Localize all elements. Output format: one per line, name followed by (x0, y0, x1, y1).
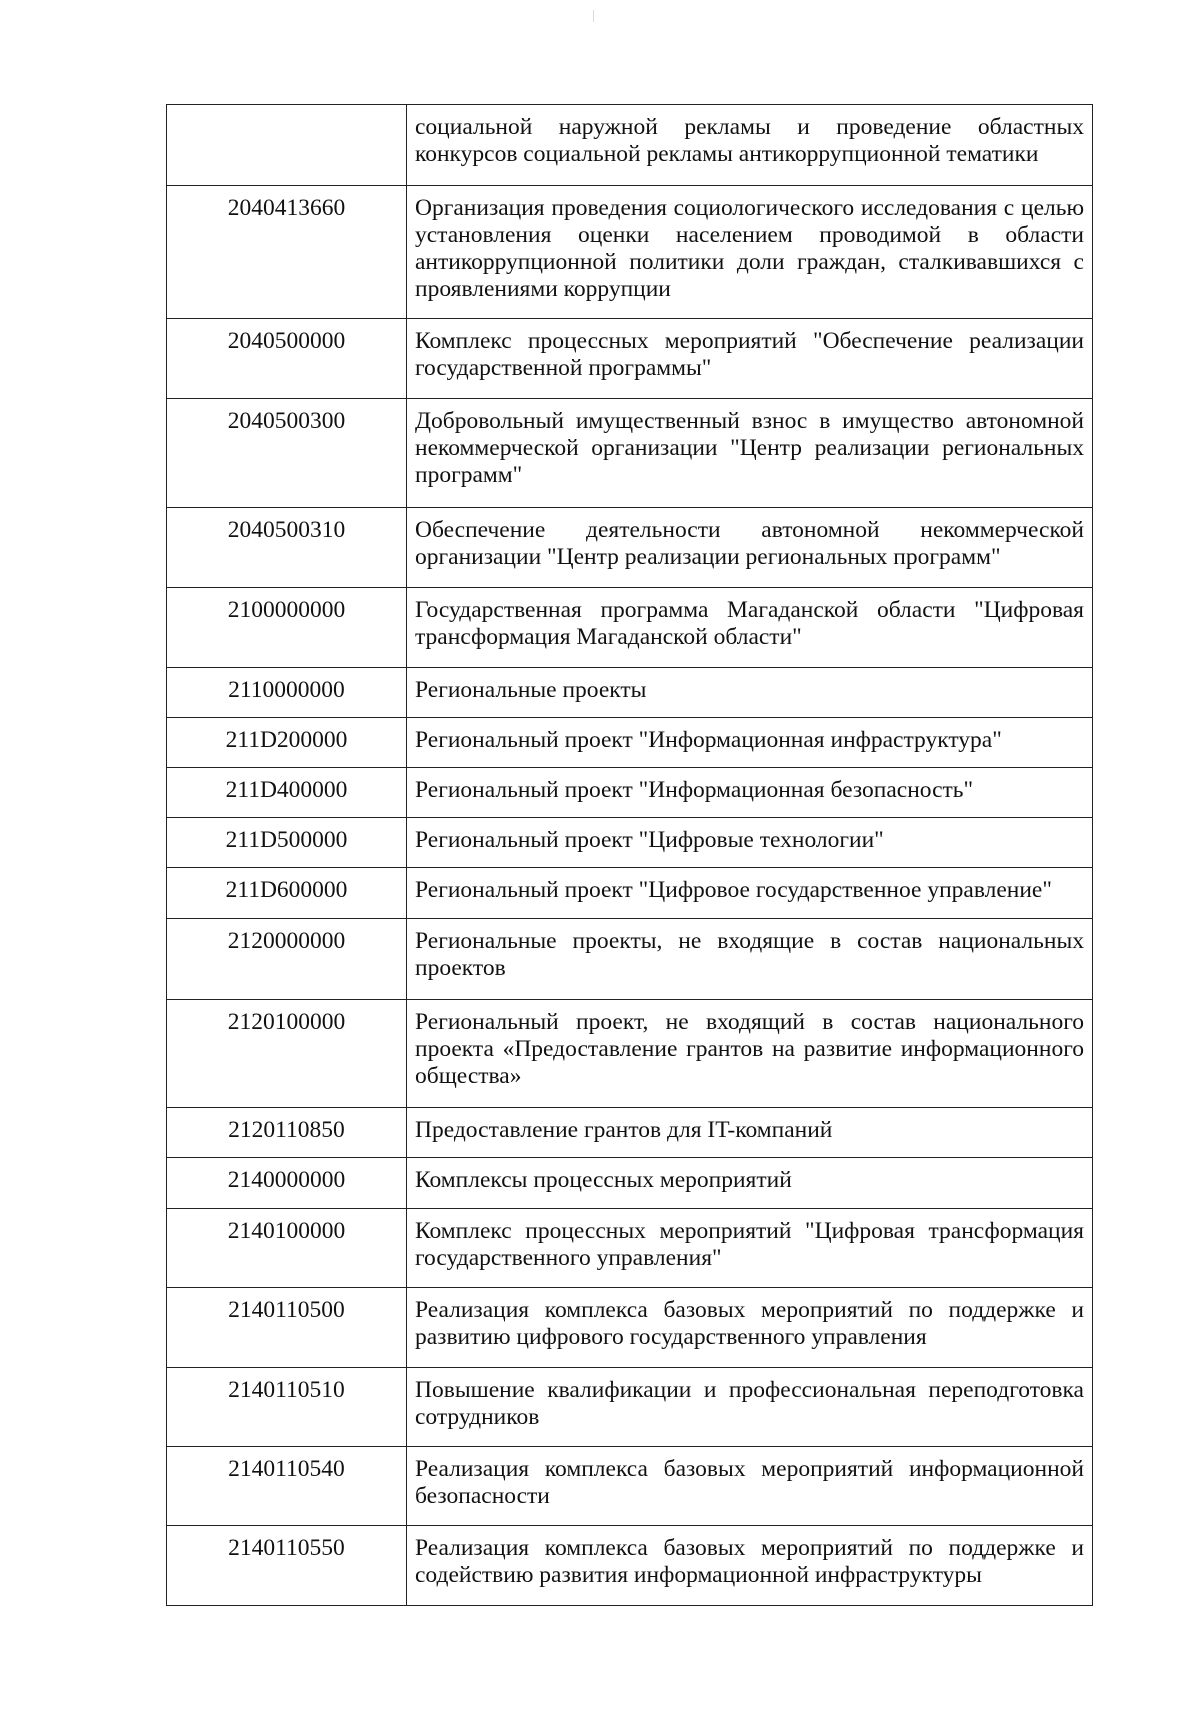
row-description: Повышение квалификации и профессиональная переподготовка сотрудников (407, 1368, 1093, 1447)
row-code: 2040413660 (167, 186, 407, 319)
row-description: Региональный проект, не входящий в состав национального проекта «Предоставление грантов на развитие информационного общества» (407, 1000, 1093, 1108)
row-description: Предоставление грантов для IT-компаний (407, 1108, 1093, 1158)
row-description: Региональный проект "Информационная безопасность" (407, 768, 1093, 818)
row-code: 2140110500 (167, 1288, 407, 1368)
row-description: Региональные проекты, не входящие в состав национальных проектов (407, 919, 1093, 1000)
row-description: Региональный проект "Цифровые технологии" (407, 818, 1093, 868)
row-code: 2040500000 (167, 319, 407, 399)
row-description: Обеспечение деятельности автономной некоммерческой организации "Центр реализации региональных программ" (407, 508, 1093, 588)
table-row (167, 1447, 1093, 1526)
table-row (167, 818, 1093, 868)
row-description: Комплекс процессных мероприятий "Цифровая трансформация государственного управления" (407, 1209, 1093, 1288)
table-row (167, 186, 1093, 319)
table-row (167, 508, 1093, 588)
table-row (167, 668, 1093, 718)
row-description: Государственная программа Магаданской области "Цифровая трансформация Магаданской области" (407, 588, 1093, 668)
row-code: 2110000000 (167, 668, 407, 718)
table-row (167, 1209, 1093, 1288)
scan-mark (593, 10, 594, 22)
row-description: Комплексы процессных мероприятий (407, 1158, 1093, 1209)
table-row (167, 399, 1093, 508)
row-code: 2120100000 (167, 1000, 407, 1108)
row-code: 211D200000 (167, 718, 407, 768)
table-row (167, 868, 1093, 919)
table-row (167, 588, 1093, 668)
table-row (167, 105, 1093, 186)
row-code: 2140110550 (167, 1526, 407, 1606)
row-code: 2140100000 (167, 1209, 407, 1288)
row-code: 2120000000 (167, 919, 407, 1000)
table-row (167, 1526, 1093, 1606)
row-description: Региональный проект "Информационная инфраструктура" (407, 718, 1093, 768)
row-description: Реализация комплекса базовых мероприятий по поддержке и содействию развития информационной инфраструктуры (407, 1526, 1093, 1606)
row-code (167, 105, 407, 186)
row-description: Реализация комплекса базовых мероприятий по поддержке и развитию цифрового государственного управления (407, 1288, 1093, 1368)
table-row (167, 319, 1093, 399)
table-row (167, 1368, 1093, 1447)
row-description: Комплекс процессных мероприятий "Обеспечение реализации государственной программы" (407, 319, 1093, 399)
row-code: 2040500310 (167, 508, 407, 588)
row-description: Региональные проекты (407, 668, 1093, 718)
budget-classification-table (166, 104, 1093, 1606)
row-description: Организация проведения социологического исследования с целью установления оценки населением проводимой в области антикоррупционной политики доли граждан, сталкивавшихся с проявлениями коррупции (407, 186, 1093, 319)
table-row (167, 1288, 1093, 1368)
row-code: 211D400000 (167, 768, 407, 818)
row-code: 2120110850 (167, 1108, 407, 1158)
row-code: 2140110540 (167, 1447, 407, 1526)
budget-classification-table-wrap (166, 104, 1092, 1606)
table-row (167, 1000, 1093, 1108)
row-description: Региональный проект "Цифровое государственное управление" (407, 868, 1093, 919)
row-code: 211D600000 (167, 868, 407, 919)
table-row (167, 1158, 1093, 1209)
row-code: 2040500300 (167, 399, 407, 508)
row-code: 2140000000 (167, 1158, 407, 1209)
table-row (167, 919, 1093, 1000)
row-code: 211D500000 (167, 818, 407, 868)
row-code: 2140110510 (167, 1368, 407, 1447)
row-description: Добровольный имущественный взнос в имущество автономной некоммерческой организации "Центр реализации региональных программ" (407, 399, 1093, 508)
row-code: 2100000000 (167, 588, 407, 668)
table-row (167, 1108, 1093, 1158)
table-row (167, 768, 1093, 818)
row-description: социальной наружной рекламы и проведение областных конкурсов социальной рекламы антикоррупционной тематики (407, 105, 1093, 186)
row-description: Реализация комплекса базовых мероприятий информационной безопасности (407, 1447, 1093, 1526)
table-row (167, 718, 1093, 768)
